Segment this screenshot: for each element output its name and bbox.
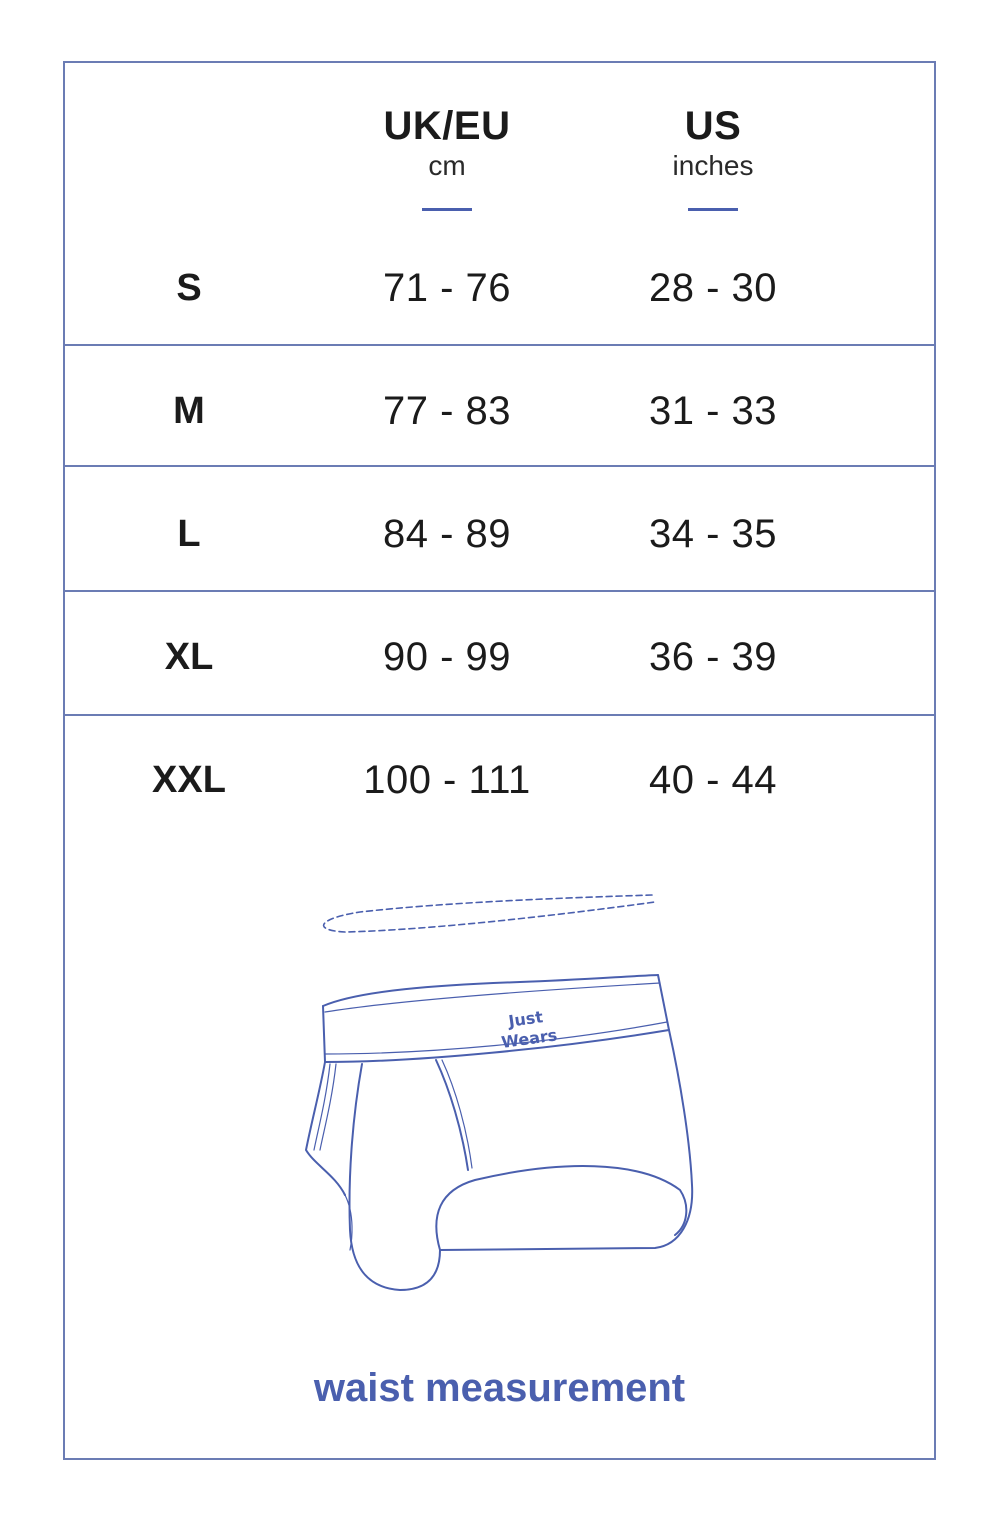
size-label: L xyxy=(177,513,201,555)
front-left-edge xyxy=(350,1064,441,1290)
header-ukeu-unit: cm xyxy=(428,150,466,181)
size-label: S xyxy=(176,267,202,309)
table-row xyxy=(63,258,936,318)
header-us-underline xyxy=(688,208,738,211)
body-right-side xyxy=(440,1030,692,1250)
header-ukeu-underline xyxy=(422,208,472,211)
inch-range: 36 - 39 xyxy=(648,635,778,679)
header-us-title: US xyxy=(684,104,742,148)
size-label: M xyxy=(173,390,205,432)
cm-range: 84 - 89 xyxy=(382,512,512,556)
inch-range: 28 - 30 xyxy=(648,266,778,310)
cm-range: 90 - 99 xyxy=(382,635,512,679)
header-us-unit: inches xyxy=(672,150,754,181)
waistband-top xyxy=(323,975,658,1006)
cm-range: 77 - 83 xyxy=(382,389,512,433)
waistband-bottom xyxy=(325,1030,669,1062)
logo-wears: Wears xyxy=(500,1025,559,1052)
cm-range: 100 - 111 xyxy=(363,758,531,802)
row-divider xyxy=(63,344,936,346)
leg-opening-curve xyxy=(436,1166,686,1250)
inch-range: 31 - 33 xyxy=(648,389,778,433)
table-row xyxy=(63,504,936,564)
inch-range: 40 - 44 xyxy=(648,758,778,802)
table-row xyxy=(63,381,936,441)
row-divider xyxy=(63,714,936,716)
size-label: XL xyxy=(164,636,214,678)
pouch-seam xyxy=(436,1060,468,1170)
header-us xyxy=(603,104,823,211)
row-divider xyxy=(63,465,936,467)
table-row xyxy=(63,627,936,687)
header-ukeu xyxy=(337,104,557,211)
table-row xyxy=(63,750,936,810)
caption: waist measurement xyxy=(313,1366,686,1410)
row-divider xyxy=(63,590,936,592)
cm-range: 71 - 76 xyxy=(382,266,512,310)
left-leg-opening xyxy=(306,1062,345,1195)
header-ukeu-title: UK/EU xyxy=(383,104,511,148)
waistband-stitch-top xyxy=(325,983,660,1012)
logo-just: Just xyxy=(507,1007,545,1031)
briefs-illustration xyxy=(300,880,700,1300)
waist-measure-dashed-loop xyxy=(324,895,655,932)
size-label: XXL xyxy=(152,759,226,801)
inch-range: 34 - 35 xyxy=(648,512,778,556)
left-pouch-edge xyxy=(345,1195,352,1250)
